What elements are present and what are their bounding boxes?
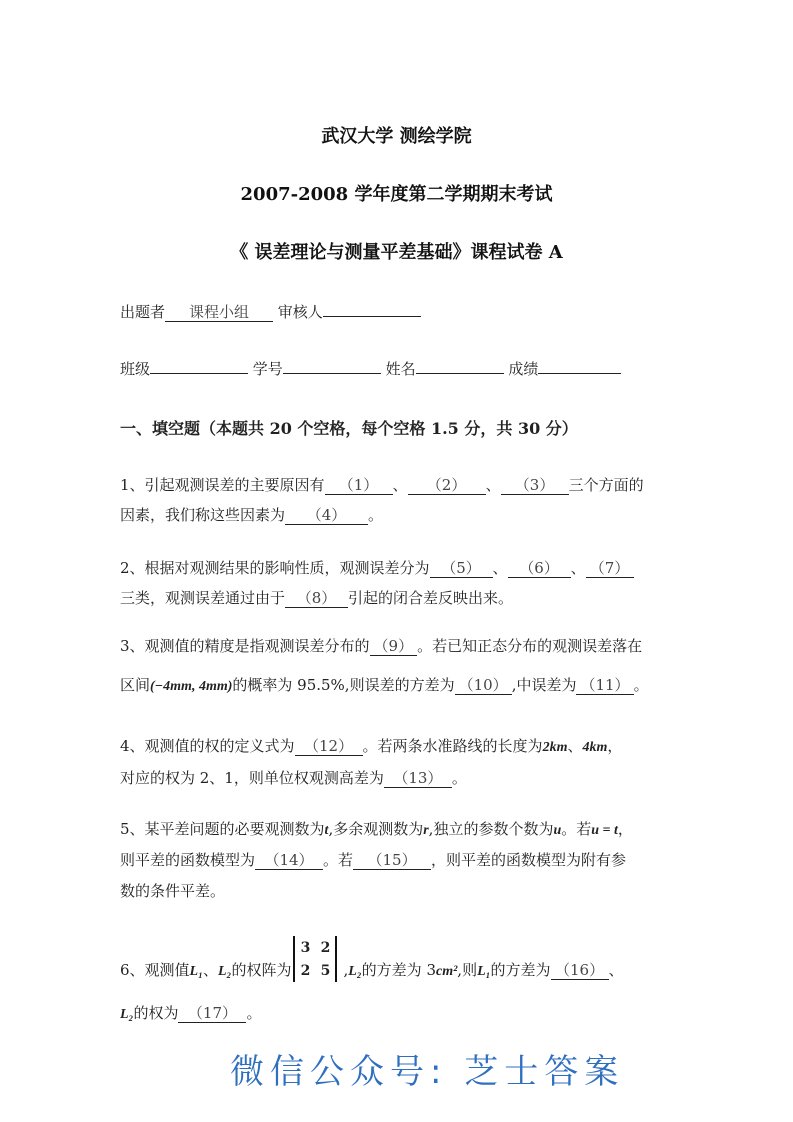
answer-blank bbox=[323, 316, 421, 317]
weight-matrix bbox=[293, 936, 337, 982]
exam-line bbox=[120, 939, 624, 982]
matrix-cell: 3 bbox=[300, 939, 311, 956]
text: 、 bbox=[570, 559, 586, 577]
exam-line bbox=[120, 768, 467, 788]
text: 三个方面的 bbox=[568, 476, 644, 494]
text: 成绩 bbox=[503, 360, 539, 378]
matrix-slot bbox=[293, 939, 341, 982]
text: 的方差为 bbox=[490, 961, 551, 979]
text: 。 bbox=[246, 1004, 262, 1022]
text: ， bbox=[607, 737, 623, 755]
answer-blank: 课程小组 bbox=[165, 303, 273, 322]
text: , bbox=[343, 961, 349, 979]
exam-line bbox=[120, 558, 634, 578]
answer-blank: （17） bbox=[178, 1004, 246, 1023]
text: 2、根据对观测结果的影响性质，观测误差分为 bbox=[120, 559, 430, 577]
answer-blank: （12） bbox=[295, 737, 363, 756]
math-expression: (−4mm, 4mm) bbox=[150, 679, 233, 694]
answer-blank: （4） bbox=[285, 506, 368, 525]
answer-blank: （8） bbox=[285, 589, 348, 608]
text: 区间 bbox=[120, 676, 151, 694]
math-expression: 2km bbox=[542, 740, 568, 755]
answer-blank: （16） bbox=[551, 961, 609, 980]
exam-line bbox=[120, 736, 622, 758]
exam-title-course: 《 误差理论与测量平差基础》课程试卷 A bbox=[230, 242, 563, 263]
exam-line bbox=[120, 850, 626, 870]
watermark: 微信公众号: 芝士答案 bbox=[230, 1052, 625, 1092]
exam-line bbox=[120, 675, 649, 697]
answer-blank: （7） bbox=[586, 559, 634, 578]
text: 学号 bbox=[248, 360, 283, 378]
text: 班级 bbox=[120, 360, 151, 378]
math-expression: L₂ bbox=[218, 964, 232, 979]
exam-line bbox=[120, 819, 633, 841]
answer-blank bbox=[283, 373, 381, 374]
text: 、 bbox=[202, 961, 218, 979]
text: 。若 bbox=[323, 851, 354, 869]
answer-blank: （10） bbox=[455, 676, 512, 695]
text: 则平差的函数模型为 bbox=[120, 851, 256, 869]
math-expression: u bbox=[553, 823, 562, 838]
answer-blank: （1） bbox=[325, 476, 393, 495]
answer-blank: （14） bbox=[255, 851, 323, 870]
text: ，则平差的函数模型为附有参 bbox=[431, 851, 627, 869]
text: ,独立的参数个数为 bbox=[428, 820, 554, 838]
text: 、 bbox=[492, 559, 508, 577]
exam-line bbox=[120, 475, 644, 495]
text: 的权为 bbox=[133, 1004, 179, 1022]
answer-blank: （5） bbox=[430, 559, 493, 578]
text: 。若 bbox=[561, 820, 592, 838]
text: 的方差为 3 bbox=[361, 961, 436, 979]
text: ,多余观测数为 bbox=[328, 820, 424, 838]
exam-title-term: 2007-2008 学年度第二学期期末考试 bbox=[240, 184, 553, 205]
answer-blank bbox=[538, 373, 621, 374]
text: 出题者 bbox=[120, 303, 166, 321]
math-expression: L₂ bbox=[120, 1007, 134, 1022]
text: 3、观测值的精度是指观测误差分布的 bbox=[120, 637, 370, 655]
text: 的权阵为 bbox=[231, 961, 292, 979]
text: 1、引起观测误差的主要原因有 bbox=[120, 476, 325, 494]
text: 、 bbox=[485, 476, 501, 494]
math-expression: cm² bbox=[435, 964, 458, 979]
exam-title-school: 武汉大学 测绘学院 bbox=[321, 126, 472, 147]
text: ,中误差为 bbox=[511, 676, 577, 694]
section-heading bbox=[120, 419, 578, 439]
text: 。若已知正态分布的观测误差落在 bbox=[417, 637, 643, 655]
math-expression: u = t bbox=[591, 823, 618, 838]
math-expression: L₁ bbox=[189, 964, 203, 979]
text: 。 bbox=[368, 506, 384, 524]
matrix-cell: 5 bbox=[320, 962, 331, 979]
text: 三类，观测误差通过由于 bbox=[120, 589, 286, 607]
exam-line bbox=[120, 359, 621, 379]
text: 。 bbox=[633, 676, 649, 694]
text: 6、观测值 bbox=[120, 961, 190, 979]
math-expression: t bbox=[324, 823, 329, 838]
math-expression: r bbox=[423, 823, 429, 838]
text: 数的条件平差。 bbox=[120, 882, 226, 900]
text: 对应的权为 2、1，则单位权观测高差为 bbox=[120, 769, 384, 787]
text: 、 bbox=[608, 961, 624, 979]
text: 姓名 bbox=[380, 360, 416, 378]
text: 、 bbox=[392, 476, 408, 494]
text: ,则 bbox=[457, 961, 478, 979]
text: 4、观测值的权的定义式为 bbox=[120, 737, 295, 755]
text: 因素，我们称这些因素为 bbox=[120, 506, 286, 524]
text: 5、某平差问题的必要观测数为 bbox=[120, 820, 325, 838]
exam-line bbox=[120, 588, 513, 608]
text: 。若两条水准路线的长度为 bbox=[362, 737, 543, 755]
answer-blank bbox=[150, 373, 248, 374]
math-expression: L₂ bbox=[348, 964, 362, 979]
text: ， bbox=[617, 820, 633, 838]
answer-blank: （2） bbox=[408, 476, 486, 495]
text: 引起的闭合差反映出来。 bbox=[348, 589, 514, 607]
exam-line bbox=[120, 881, 225, 901]
math-expression: L₁ bbox=[477, 964, 491, 979]
answer-blank bbox=[416, 373, 504, 374]
math-expression: 4km bbox=[582, 740, 608, 755]
answer-blank: （3） bbox=[501, 476, 569, 495]
answer-blank: （15） bbox=[353, 851, 431, 870]
exam-line bbox=[120, 1003, 261, 1025]
text: 一、填空题（本题共 20 个空格，每个空格 1.5 分，共 30 分） bbox=[120, 419, 578, 438]
answer-blank: （13） bbox=[384, 769, 452, 788]
exam-line bbox=[120, 302, 421, 322]
text: 的概率为 95.5%,则误差的方差为 bbox=[232, 676, 455, 694]
text: 。 bbox=[451, 769, 467, 787]
matrix-cell: 2 bbox=[320, 939, 331, 956]
exam-line bbox=[120, 636, 642, 656]
exam-line bbox=[120, 505, 383, 525]
answer-blank: （6） bbox=[508, 559, 571, 578]
text: 审核人 bbox=[273, 303, 323, 321]
matrix-cell: 2 bbox=[300, 962, 311, 979]
text: 、 bbox=[567, 737, 583, 755]
answer-blank: （11） bbox=[576, 676, 633, 695]
answer-blank: （9） bbox=[370, 637, 418, 656]
